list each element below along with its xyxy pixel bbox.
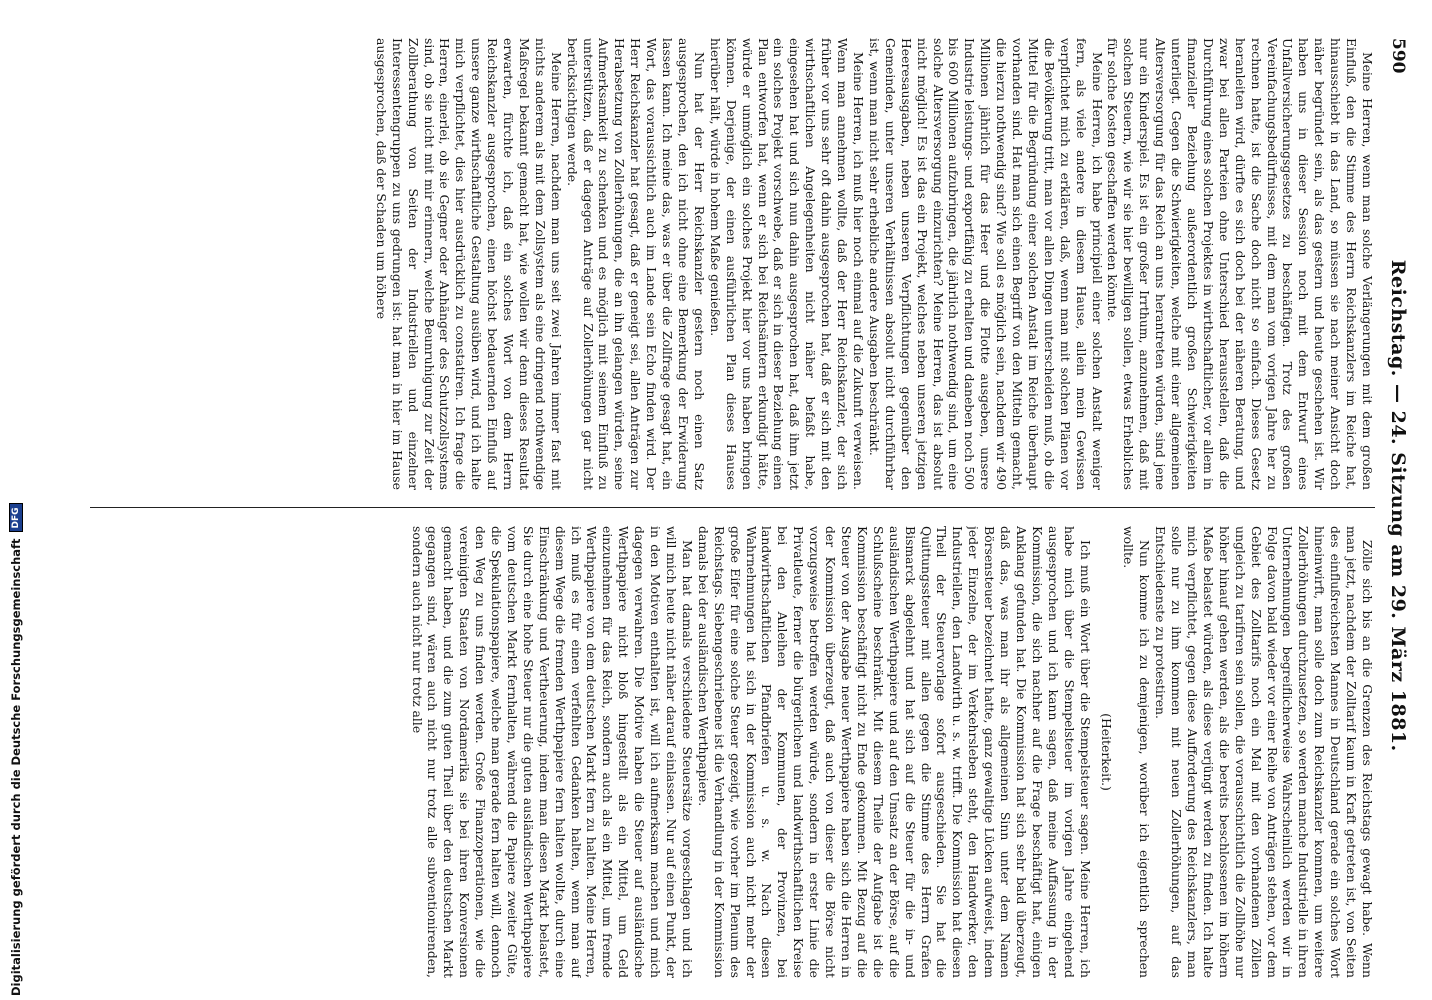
rotated-document xyxy=(85,38,1415,978)
right-paragraph: Man hat damals verschiedene Steuersätze vorgeschlagen und ich will mich heute nicht näher darauf einlassen. Nur auf einen Punkt, der in den Motiven enthalten ist, will ich aufmerksam machen und mich dagegen verwahren. Die Motive haben die Steuer auf ausländische Werthpapiere nicht bloß hingestellt als ein Mittel, um Geld einzunehmen für das Reich, sondern auch als ein Mittel, um fremde Werthpapiere von dem deutschen Markt fern zu halten. Meine Herren, ich muß es für einen verfehlten Gedanken halten, wenn man auf diesem Wege die fremden Werthpapiere fern halten wollte, durch eine Einschränkung und Vertheuerung, indem man diesen Markt belastet, Sie durch eine hohe Steuer nur die guten ausländischen Werthpapiere vom deutschen Markt fernhalten, während die Papiere zweiter Güte, die Spekulationspapiere, welche man gerade fern halten will, dennoch den Weg zu uns finden werden. Große Finanzoperationen, wie die vereinigten Staaten von Nordamerika sie bei ihren Konversionen gemacht haben, und die zum guten Theil über den deutschen Markt gegangen sind, wären auch nicht nur trotz alle subventionirenden, sondern auch nicht nur trotz alle xyxy=(409,526,695,978)
left-paragraph: Meine Herren, wenn man solche Verlängerungen mit dem großen Einfluß, den die Stimme des Herrn Reichskanzlers im Reiche hat, hinausschiebt in das Land, so müssen sie nach meiner Ansicht doch näher begründet sein, als das gestern und heute geschehen ist. Wir haben uns in dieser Session noch mit dem Entwurf eines Unfallversicherungsgesetzes zu beschäftigen. Trotz des großen Vereinfachungsbedürfnisses, mit dem man vom vorigen Jahre her zu rechnen hatte, ist die Sache doch nicht so einfach. Dieses Gesetz heranleiten wird, dürfte es sich doch bei der näheren Beratung, und zwar bei allen Parteien ohne Unterschied herausstellen, daß die Durchführung eines solchen Projektes in wirthschaftlicher, vor allem in finanzieller Beziehung außerordentlich großen Schwierigkeiten unterliegt. Gegen die Schwierigkeiten, welche mit einer allgemeinen Altersversorgung für das Reich an uns herantreten würden, sind jene nur ein Kinderspiel. Es ist ein großer Irrthum, anzunehmen, daß mit solchen Steuern, wie wir sie hier bewilligen sollen, etwas Erhebliches für solche Kosten geschaffen werden könnte. xyxy=(1105,38,1375,490)
dfg-logo: DFG xyxy=(9,503,23,532)
left-paragraph: Nun hat der Herr Reichskanzler gestern noch einen Satz ausgesprochen, den ich nicht ohne eine Bemerkung der Erwiderung lassen kann. Ich meine das, was er über die Zollfrage gesagt hat, ein Wort, das voraussichtlich auch im Lande sein Echo finden wird. Der Herr Reichskanzler hat gesagt, daß er geneigt sei, allen Anträgen zur Herabsetzung von Zollerhöhungen, die an ihn gelangen würden, seine Aufmerksamkeit zu schenken und es möglich mit seinem Einfluß zu unterstützen, daß er dagegen Anträge auf Zollerhöhungen gar nicht berücksichtigen werde. xyxy=(564,38,707,490)
text-columns xyxy=(90,38,1375,978)
left-paragraph: Meine Herren, nachdem man uns seit zwei Jahren immer fast mit nichts anderem als mit dem Zollsystem als eine dringend nothwendige Maßregel bekannt gemacht hat, wie wollen wir denn dieses Resultat erwarten, fürchte ich, daß ein solches Wort von dem Herrn Reichskanzler ausgesprochen, einen höchst bedauernden Einfluß auf unsere ganze wirthschaftliche Gestaltung ausüben wird, und ich halte mich verpflichtet, dies hier ausdrücklich zu constatiren. Ich frage die Herren, einerlei, ob sie Gegner oder Anhänger des Schutzzollsystems sind, ob sie nicht mit mir erinnern, welche Beunruhigung zur Zeit der Zollberathung von Seiten der Industriellen und einzelner Interessentengruppen zu uns gedrungen ist: hat man in hier im Hause ausgesprochen, daß der Schaden um höhere xyxy=(373,38,564,490)
page-header xyxy=(1381,38,1415,978)
right-column xyxy=(90,526,1375,978)
right-paragraph: Zölle sich bis an die Grenzen des Reichstags gewagt habe. Wenn man jetzt, nachdem der Zolltarif kaum in Kraft getreten ist, von Seiten des einflußreichsten Mannes in Deutschland gerade ein solches Wort hineinwirft, man solle doch zum Reichskanzler kommen, um weitere Zollerhöhungen durchzusetzen, so werden manche Industrielle in ihren Unternehmungen begreiflicherweise Wahrscheinlich werden wir in Folge davon bald wieder vor einer Reihe von Anträgen stehen, vor dem Gebiet des Zolltarifs noch ein Mal mit den vorhandenen Zöllen ungleich zu tarifiren sein sollen, die vorausschichtlich die Zollhöhe nur höher hinauf gehen werden, als die bereits beschlossenen im höhern Maße belastet würden, als diese verjüngt werden zu finden. Ich halte mich verpflichtet, gegen diese Aufforderung des Reichskanzlers, man solle nur zu ihm kommen mit neuen Zollerhöhungen, auf das Entschiedenste zu protestiren. xyxy=(1153,526,1375,978)
left-paragraph: Meine Herren, ich habe principiell einer solchen Anstalt weniger fern, als viele andere in diesem Hause, allein mein Gewissen verpflichtet mich zu erklären, daß, wenn man mit solchen Plänen vor die Bevölkerung tritt, man vor allen Dingen unterscheiden muß, ob die Mittel für die Begründung einer solchen Anstalt im Reiche überhaupt vorhanden sind. Hat man sich einen Begriff von den Mitteln gemacht, die hierzu nothwendig sind? Wie soll es möglich sein, nachdem wir 490 Millionen jährlich für das Heer und die Flotte ausgeben, unsere Industrie leistungs- und exportfähig zu erhalten und daneben noch 500 bis 600 Millionen aufzubringen, die jährlich nothwendig sind, um eine solche Altersversorgung einzurichten? Meine Herren, das ist absolut nicht möglich! Es ist das ein Projekt, welches neben unseren jetzigen Heeresausgaben, neben unseren Verpflichtungen gegenüber den Gemeinden, unter unseren Verhältnissen absolut nicht durchführbar ist, wenn man nicht sehr erhebliche andere Ausgaben beschränkt. xyxy=(866,38,1105,490)
running-title: Reichstag. — 24. Sitzung am 29. März 1881. xyxy=(1387,259,1409,752)
digitization-credit xyxy=(6,256,26,996)
right-paragraph: Ich muß ein Wort über die Stempelsteuer sagen. Meine Herren, ich habe mich über die Stempelsteuer im vorigen Jahre eingehend ausgesprochen und ich kann sagen, daß meine Auffassung in der Kommission, die sich nachher auf die Frage beschäftigt hat, einigen Anklang gefunden hat. Die Kommission hat sich sehr bald überzeugt, daß das, was man ihr als allgemeinen Sinn unter dem Namen Börsensteuer bezeichnet hatte, ganz gewaltige Lücken aufweist, indem jeder Einzelne, der im Verkehrsleben steht, den Handwerker, den Industriellen, den Landwirth u. s. w. trifft. Die Kommission hat diesen Theil der Steuervorlage sofort ausgeschieden. Sie hat die Quittungssteuer mit allen gegen die Stimme des Herrn Grafen Bismarck abgelehnt und hat sich auf die Steuer für die in- und ausländischen Werthpapiere und auf den Umsatz an der Börse, auf die Schlußscheine beschränkt. Mit diesem Theile der Aufgabe ist die Kommission beschäftigt nicht zu Ende gekommen. Mit Bezug auf die Steuer von der Ausgabe neuer Werthpapiere haben sich die Herren in der Kommission überzeugt, daß auch von dieser die Börse nicht vorzugsweise betroffen werden würde, sondern in erster Linie die Privatleute, ferner die bürgerlichen und landwirthschaftlichen Kreise bei den Anleihen der Kommunen, der Provinzen, bei landwirthschaftlichen Pfandbriefen u. s. w. Nach diesen Wahrnehmungen hat sich in der Kommission auch nicht mehr der große Eifer für eine solche Steuer gezeigt, wie vorher im Plenum des Reichstags. Siebengeschriebene ist die Verhandlung in der Kommission damals bei der ausländischen Werthpapiere. xyxy=(695,526,1093,978)
column-divider xyxy=(90,507,1375,508)
credit-text: Digitalisierung gefördert durch die Deutsche Forschungsgemeinschaft xyxy=(9,538,23,996)
left-paragraph: Meine Herren, ich muß hier noch einmal auf die Zukunft verweisen. Wenn man annehmen wollte, daß der Herr Reichskanzler, der sich früher vor uns sehr oft dahin ausgesprochen hat, daß er sich mit den wirthschaftlichen Angelegenheiten nicht näher befaßt habe, eingesehen hat und sich nun dahin ausgesprochen hat, daß ihm jetzt ein solches Projekt vorschwebe, daß er sich in dieser Beziehung einen Plan entworfen hat, wenn er sich bei Reichsämtern erkundigt hätte, würde er unmöglich ein solches Projekt hier vor uns haben bringen können. Derjenige, der einen ausführlichen Plan dieses Hauses hierüber hält, würde in hohem Maße genießen. xyxy=(707,38,866,490)
applause-note: (Heiterkeit.) xyxy=(1099,713,1115,791)
right-paragraph: Nun komme ich zu demjenigen, worüber ich eigentlich sprechen wollte. xyxy=(1121,526,1153,978)
left-column xyxy=(90,38,1375,490)
page-number: 590 xyxy=(1388,38,1408,74)
